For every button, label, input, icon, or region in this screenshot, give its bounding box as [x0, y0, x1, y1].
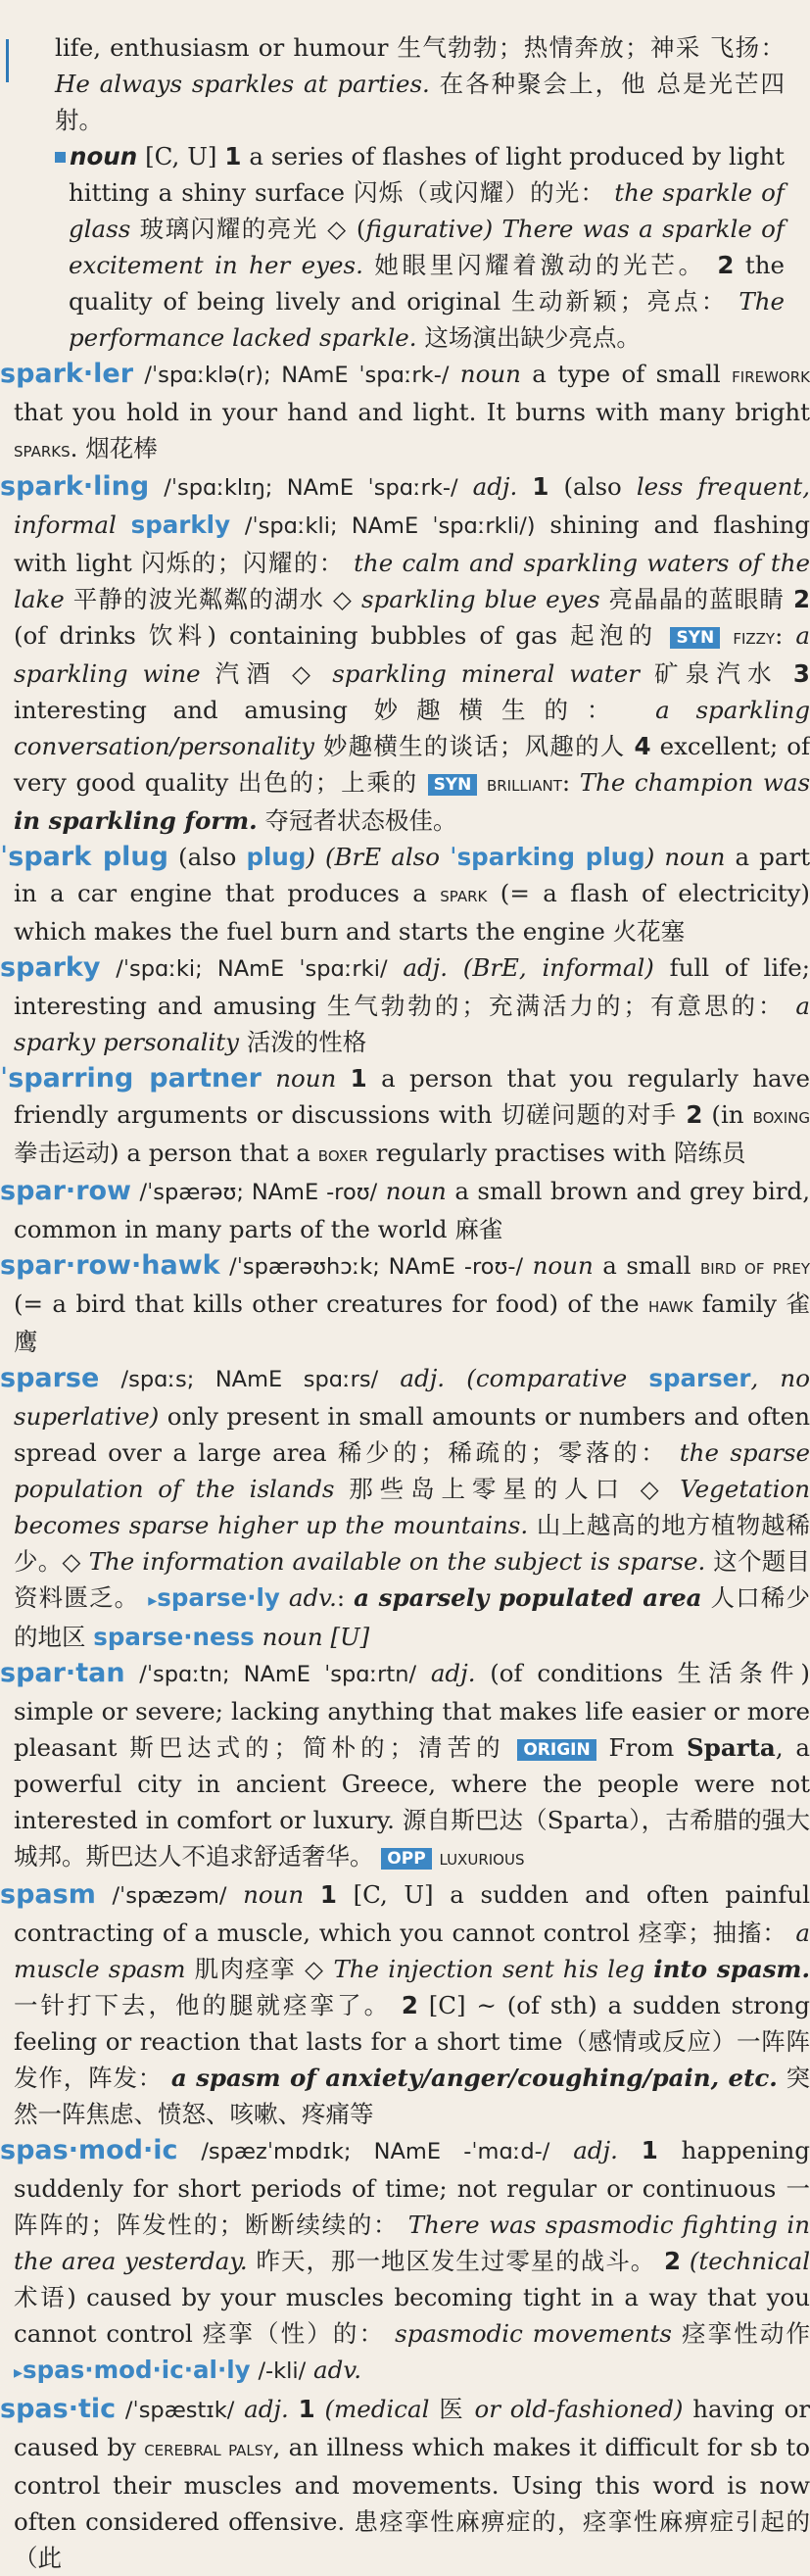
example: The champion was — [579, 768, 810, 797]
cross-reference: hawk — [648, 1293, 693, 1317]
comparative-label: , no superlative) — [14, 1364, 810, 1431]
headword: spas·tic — [0, 2394, 117, 2424]
pronunciation: /spæzˈmɒdɪk; NAmE -ˈmɑːd-/ — [201, 2139, 550, 2164]
headword: spark·ler — [0, 359, 134, 389]
sense-number: 1 — [319, 1880, 337, 1909]
headword: spar·row — [0, 1176, 131, 1206]
entry-sparkle-noun — [55, 138, 785, 356]
definition: happening suddenly for short periods of time; not regular or continuous 一阵阵的；阵发性的；断断续续的： — [14, 2136, 810, 2239]
sense-number: 1 — [350, 1064, 367, 1093]
translation: 突然一阵焦虑、愤怒、咳嗽、疼痛等 — [14, 2064, 810, 2128]
entry-spasmodic — [0, 2132, 810, 2391]
comparative-label: (comparative — [466, 1364, 628, 1392]
sense-number: 2 — [401, 1991, 418, 2019]
pos-label: noun — [532, 1251, 594, 1280]
example: sparkling mineral water — [332, 659, 640, 688]
definition: (= a bird that kills other creatures for food) of the — [14, 1289, 640, 1318]
sense-number: 1 — [224, 142, 242, 170]
cross-reference: sparks — [14, 438, 71, 462]
opposite-word: luxurious — [439, 1846, 525, 1870]
pronunciation: /ˈspɑːklə(r); NAmE ˈspɑːrk-/ — [144, 363, 450, 388]
pos-label: adj. — [244, 2395, 289, 2423]
sense-number: 1 — [298, 2395, 315, 2423]
sparkle-line1: life, enthusiasm or humour 生气勃勃；热情奔放；神采 — [55, 33, 701, 62]
grammar-code: [C, U] — [353, 1880, 434, 1909]
sparkle-line3: 总是光芒四射。 — [55, 70, 785, 134]
definition: the quality of being lively and original 生动新颖；亮点： — [69, 251, 785, 316]
example: a sparkling conversation/personality — [14, 696, 810, 760]
comparative-form: sparser — [648, 1364, 751, 1392]
example: the calm and sparkling waters of the lake — [14, 549, 810, 613]
entry-sparkle-continued — [55, 29, 785, 138]
definition: family 雀鹰 — [14, 1289, 810, 1356]
example: a muscle spasm — [14, 1919, 810, 1983]
pronunciation: /ˈspærəʊhɔːk; NAmE -roʊ-/ — [229, 1254, 524, 1280]
opposite-badge: OPP — [381, 1848, 431, 1870]
sparkle-line2a: 飞扬： — [709, 33, 785, 62]
definition: a type of small — [532, 360, 721, 388]
definition: full of life; interesting and amusing 生气勃勃的；充满活力的；有意思的： — [14, 953, 810, 1020]
sense-number: 3 — [792, 659, 810, 688]
definition: a sudden strong feeling or reaction that lasts for a short time（感情或反应）一阵阵发作，阵发： — [14, 1991, 810, 2092]
translation: 矿泉汽水 — [653, 659, 779, 688]
pos-label: adv. — [313, 2356, 362, 2384]
register-translation: 术语) — [14, 2283, 76, 2311]
pos-label: noun — [459, 360, 521, 388]
definition: that you hold in your hand and light. It burns with many bright — [14, 398, 810, 426]
entry-sparrow — [0, 1173, 810, 1247]
sense-number: 2 — [664, 2247, 682, 2275]
entry-sparkling: spark·ling /ˈspɑːklɪŋ; NAmE ˈspɑːrk-/ adj. 1 (also less frequent, informal sparkly /ˈspɑːkli; NAmE ˈspɑːrkli/) shining and flashing with light 闪烁的；闪耀的： the calm and sparkling waters of the lake 平静的波光粼粼的湖水 ◇ sparkling blue eyes 亮晶晶的蓝眼睛 2 (of drinks 饮料) containing bubbles of gas 起泡的 SYN fizzy: a sparkling wine 汽酒 ◇ sparkling mineral water 矿泉汽水 3 interesting and amusing 妙趣横生的： a sparkling conversation/personality 妙趣横生的谈话；风趣的人 4 excellent; of very good quality 出色的；上乘的 SYN brilliant: The champion was in sparkling form. 夺冠者状态极佳。 — [0, 471, 810, 835]
headword: ˈsparring partner — [0, 1063, 262, 1094]
pronunciation: /ˈspɑːtn; NAmE ˈspɑːrtn/ — [139, 1662, 417, 1687]
derivative-headword: spas·mod·ic·al·ly — [23, 2356, 251, 2384]
definition: only present in small amounts or numbers and often spread over a large area 稀少的；稀疏的；零落的： — [14, 1402, 810, 1467]
pronunciation: /ˈspɑːklɪŋ; NAmE ˈspɑːrk-/ — [164, 475, 458, 501]
entry-spasm — [0, 1876, 810, 2132]
pronunciation: /ˈspæstɪk/ — [124, 2398, 235, 2423]
pos-label: noun — [385, 1177, 447, 1205]
pronunciation: /-kli/ — [258, 2358, 307, 2384]
definition: a sudden and often painful contracting of a muscle, which you cannot control 痉挛；抽搐： — [14, 1880, 810, 1947]
sense-number: 1 — [532, 472, 549, 501]
definition: regularly practises with 陪练员 — [375, 1139, 746, 1167]
translation: 平静的波光粼粼的湖水 ◇ — [72, 585, 354, 613]
example: There was spasmodic fighting in the area yesterday. — [14, 2211, 810, 2275]
example: The injection sent his leg — [333, 1955, 645, 1983]
pos-label: adj. — [573, 2136, 618, 2164]
example-collocation: into spasm. — [653, 1955, 810, 1983]
translation: 那些岛上零星的人口 ◇ — [349, 1475, 666, 1503]
synonym-word: brilliant — [486, 772, 562, 796]
grammar-code: [C, U] — [145, 142, 217, 170]
translation: 一针打下去，他的腿就痉挛了。 — [14, 1991, 392, 2019]
definition: a small brown and grey bird, common in many parts of the world 麻雀 — [14, 1177, 810, 1243]
translation: 亮晶晶的蓝眼睛 — [608, 585, 786, 613]
example: Vegetation becomes sparse higher up the mountains. — [14, 1475, 810, 1539]
pos-label: adj. — [403, 953, 448, 982]
definition: caused by your muscles becoming tight in a way that you cannot control 痉挛（性）的： — [14, 2283, 810, 2348]
translation: 夺冠者状态极佳。 — [264, 806, 457, 835]
sense-number: 2 — [717, 251, 735, 279]
entry-spark-plug — [0, 839, 810, 949]
definition: (of drinks 饮料) containing bubbles of gas 起泡的 — [14, 621, 658, 650]
grammar-code: [C] ~ (of sth) — [428, 1991, 597, 2019]
definition: a series of flashes of light produced by light hitting a shiny surface 闪烁（或闪耀）的光： — [69, 142, 785, 207]
register-label: (technical — [689, 2247, 810, 2275]
also-label: (also — [563, 472, 622, 501]
headword: spasm — [0, 1879, 96, 1910]
example: a sparkling wine — [14, 621, 810, 688]
translation: 这个题目资料匮乏。 — [14, 1547, 810, 1612]
translation: 妙趣横生的谈话；风趣的人 — [322, 732, 626, 760]
headword: spark·ling — [0, 471, 150, 502]
variant-headword: ˈsparking plug — [450, 843, 645, 871]
register-label: or old-fashioned) — [474, 2395, 684, 2423]
definition: having or caused by — [14, 2395, 810, 2461]
example: ) There was a sparkle of excitement in her eyes. — [69, 215, 785, 279]
pos-label: noun — [275, 1064, 337, 1093]
origin-keyword: Sparta — [687, 1733, 776, 1762]
pos-label: noun [U] — [262, 1623, 370, 1651]
synonym-badge: SYN — [670, 627, 720, 649]
region-label: ) (BrE also — [306, 843, 440, 871]
register-label: (medical — [324, 2395, 430, 2423]
definition: (in — [711, 1100, 744, 1129]
pos-label: adj. — [472, 472, 518, 501]
pronunciation: /ˈspæzəm/ — [112, 1883, 227, 1909]
pronunciation: /spɑːs; NAmE spɑːrs/ — [120, 1367, 379, 1392]
register-label: less frequent, informal — [14, 472, 810, 539]
headword: spar·row·hawk — [0, 1250, 220, 1281]
entry-sparkler — [0, 356, 810, 468]
origin-text: From — [608, 1733, 675, 1762]
derivative-arrow-icon: ▸ — [148, 1590, 158, 1611]
entry-sparrowhawk — [0, 1247, 810, 1360]
pos-label: noun — [70, 142, 138, 170]
cross-reference: boxer — [317, 1142, 368, 1166]
headword: sparse — [0, 1363, 100, 1393]
entry-sparring-partner — [0, 1060, 810, 1173]
definition: interesting and amusing 妙趣横生的： — [14, 696, 630, 724]
sense-number: 4 — [634, 732, 651, 760]
cross-reference: bird of prey — [699, 1255, 810, 1279]
sparkle-example: He always sparkles at parties. — [55, 70, 430, 98]
definition: a person that you regularly have friendly arguments or discussions with 切磋问题的对手 — [14, 1064, 810, 1129]
noun-square-icon — [55, 152, 66, 163]
register-label: figurative — [365, 215, 484, 243]
definition: 拳击运动) a person that a — [14, 1139, 310, 1167]
pronunciation: /ˈspɑːkli; NAmE ˈspɑːrkli/) — [244, 513, 536, 539]
translation: 痉挛性动作 — [681, 2319, 810, 2348]
register-translation: 医 — [439, 2395, 465, 2423]
derivative-headword: sparse·ness — [93, 1623, 255, 1651]
register-label: (BrE, informal) — [462, 953, 654, 982]
example-collocation: in sparkling form. — [14, 806, 258, 835]
origin-badge: ORIGIN — [517, 1739, 596, 1761]
pos-label: noun — [243, 1880, 305, 1909]
headword: spar·tan — [0, 1658, 125, 1688]
cross-reference: spark — [440, 883, 488, 906]
entry-spastic — [0, 2391, 810, 2576]
example: a spasm of anxiety/anger/coughing/pain, etc. — [170, 2064, 778, 2092]
dictionary-page — [0, 29, 810, 2576]
cross-reference: boxing — [752, 1104, 810, 1128]
cross-reference: firework — [732, 364, 810, 387]
derivative-arrow-icon: ▸ — [14, 2362, 24, 2383]
translation: 这场演出缺少亮点。 — [424, 323, 641, 352]
headword: sparky — [0, 952, 101, 983]
headword: ˈspark plug — [0, 842, 168, 872]
pronunciation: /ˈspɑːki; NAmE ˈspɑːrki/ — [116, 956, 388, 982]
entry-sparky — [0, 949, 810, 1060]
translation: 人口稀少的地区 — [14, 1583, 810, 1651]
translation: 活泼的性格 — [246, 1028, 367, 1056]
definition: (= a flash of electricity) which makes the fuel burn and starts the engine 火花塞 — [14, 879, 810, 946]
entry-sparse: sparse /spɑːs; NAmE spɑːrs/ adj. (comparative sparser, no superlative) only present in small amounts or numbers and often spread over a large area 稀少的；稀疏的；零落的： the sparse population of the islands 那些岛上零星的人口 ◇ Vegetation becomes sparse higher up the mountains. 山上越高的地方植物越稀少。◇ The information available on the subject is sparse. 这个题目资料匮乏。 ▸sparse·ly adv.: a sparsely populated area 人口稀少的地区 sparse·ness noun [U] — [0, 1363, 810, 1651]
entry-spartan — [0, 1655, 810, 1876]
example: the sparse population of the islands — [14, 1438, 810, 1503]
also-label: (also — [178, 843, 237, 871]
example: the sparkle of glass — [69, 178, 785, 243]
sense-number: 1 — [641, 2136, 658, 2164]
variant-headword: sparkly — [130, 510, 231, 539]
pos-label: ) noun — [644, 843, 726, 871]
translation: 昨天，那一地区发生过零星的战斗。 — [256, 2247, 656, 2275]
synonym-word: fizzy — [733, 625, 776, 649]
example: a sparsely populated area — [354, 1583, 702, 1612]
sense-number: 2 — [792, 585, 810, 613]
definition: , an illness which makes it difficult for sb to control their muscles and movements. Using this word is now often considered offensive. 患痉挛性麻痹症的，痉挛性麻痹症引起的（此 — [14, 2433, 810, 2572]
cross-reference: cerebral palsy — [144, 2437, 273, 2460]
example: a sparky personality — [14, 992, 810, 1056]
example: The information available on the subject is sparse. — [88, 1547, 706, 1576]
synonym-badge: SYN — [428, 774, 478, 796]
definition: shining and flashing with light 闪烁的；闪耀的： — [14, 510, 810, 577]
translation: 她眼里闪耀着激动的光芒。 — [374, 251, 706, 279]
pos-label: adj. — [430, 1659, 476, 1687]
pronunciation: /ˈspærəʊ; NAmE -roʊ/ — [139, 1180, 378, 1205]
derivative-headword: sparse·ly — [157, 1583, 280, 1612]
translation: 肌肉痉挛 ◇ — [194, 1955, 325, 1983]
translation: 汽酒 ◇ — [214, 659, 318, 688]
example: The performance lacked sparkle. — [69, 287, 785, 352]
variant-headword: plug — [246, 843, 307, 871]
definition: (of conditions 生活条件) simple or severe; lacking anything that makes life easier or more pleasant 斯巴达式的；简朴的；清苦的 — [14, 1659, 810, 1762]
pos-label: adv. — [288, 1583, 337, 1612]
sparkle-line2b: 在各种聚会上，他 — [439, 70, 647, 98]
origin-text: , a powerful city in ancient Greece, where the people were not interested in comfort or luxury. 源自斯巴达（Sparta），古希腊的强大城邦。斯巴达人不追求舒适奢华。 — [14, 1733, 810, 1871]
example: spasmodic movements — [395, 2319, 672, 2348]
example: sparkling blue eyes — [360, 585, 600, 613]
pos-label: adj. — [400, 1364, 446, 1392]
translation: 山上越高的地方植物越稀少。◇ — [14, 1511, 810, 1576]
definition: excellent; of very good quality 出色的；上乘的 — [14, 732, 810, 797]
translation: . 烟花棒 — [70, 434, 158, 462]
headword: spas·mod·ic — [0, 2135, 178, 2165]
definition: a part in a car engine that produces a — [14, 843, 810, 907]
sense-number: 2 — [686, 1100, 703, 1129]
translation: 玻璃闪耀的亮光 ◇ ( — [139, 215, 366, 243]
definition: a small — [602, 1251, 691, 1280]
